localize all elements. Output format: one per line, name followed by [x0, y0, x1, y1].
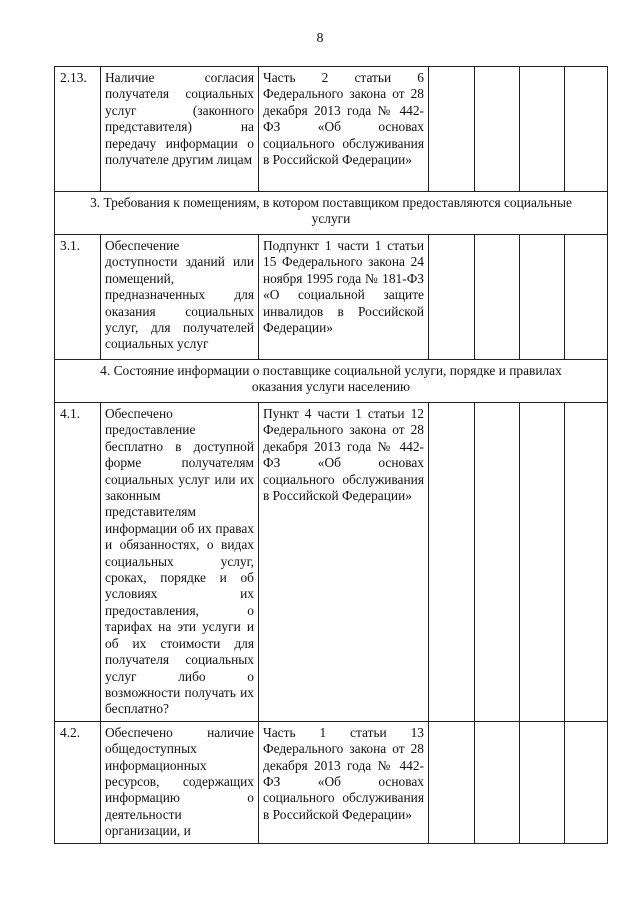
requirement-cell: Обеспечено предоставление бесплатно в доступной форме получателям социальных услуг или их законным представителям информации об их правах и обязанностях, о видах социальных услуг, сроках, порядке и об условиях их предоставления, о тарифах на эти услуги и об их стоимости для получателя социальных услуг либо о возможности получать их бесплатно? — [101, 403, 259, 722]
page-number: 8 — [316, 31, 324, 46]
legal-basis-cell: Часть 2 статьи 6 Федерального закона от 28 декабря 2013 года № 442-ФЗ «Об основах социального обслуживания в Российской Федерации» — [259, 67, 429, 192]
answer-yes-cell[interactable] — [429, 721, 475, 843]
answer-no-cell[interactable] — [475, 67, 520, 192]
answer-na-cell[interactable] — [520, 403, 565, 722]
row-number: 4.2. — [55, 721, 101, 843]
section-row — [55, 192, 608, 235]
answer-yes-cell[interactable] — [429, 235, 475, 360]
section-heading: 4. Состояние информации о поставщике социальной услуги, порядке и правилах оказания услуги населению — [55, 360, 608, 403]
requirement-cell: Наличие согласия получателя социальных услуг (законного представителя) на передачу информации о получателе другим лицам — [101, 67, 259, 192]
table-row — [55, 721, 608, 843]
note-cell[interactable] — [565, 403, 608, 722]
legal-basis-cell: Пункт 4 части 1 статьи 12 Федерального закона от 28 декабря 2013 года № 442-ФЗ «Об основах социального обслуживания в Российской Федерации» — [259, 403, 429, 722]
section-heading: 3. Требования к помещениям, в котором поставщиком предоставляются социальные услуги — [55, 192, 608, 235]
note-cell[interactable] — [565, 67, 608, 192]
table-row — [55, 67, 608, 192]
note-cell[interactable] — [565, 235, 608, 360]
answer-yes-cell[interactable] — [429, 403, 475, 722]
row-number: 4.1. — [55, 403, 101, 722]
table-row — [55, 235, 608, 360]
legal-basis-cell: Подпункт 1 части 1 статьи 15 Федерального закона 24 ноября 1995 года № 181-ФЗ «О социальной защите инвалидов в Российской Федерации» — [259, 235, 429, 360]
note-cell[interactable] — [565, 721, 608, 843]
answer-no-cell[interactable] — [475, 403, 520, 722]
section-row — [55, 360, 608, 403]
answer-no-cell[interactable] — [475, 721, 520, 843]
answer-na-cell[interactable] — [520, 721, 565, 843]
answer-no-cell[interactable] — [475, 235, 520, 360]
row-number: 3.1. — [55, 235, 101, 360]
requirement-cell: Обеспечение доступности зданий или помещений, предназначенных для оказания социальных услуг, для получателей социальных услуг — [101, 235, 259, 360]
answer-yes-cell[interactable] — [429, 67, 475, 192]
legal-basis-cell: Часть 1 статьи 13 Федерального закона от 28 декабря 2013 года № 442-ФЗ «Об основах социального обслуживания в Российской Федерации» — [259, 721, 429, 843]
answer-na-cell[interactable] — [520, 235, 565, 360]
answer-na-cell[interactable] — [520, 67, 565, 192]
requirement-cell: Обеспечено наличие общедоступных информационных ресурсов, содержащих информацию о деятельности организации, и — [101, 721, 259, 843]
checklist-table — [54, 66, 608, 844]
row-number: 2.13. — [55, 67, 101, 192]
table-row — [55, 403, 608, 722]
